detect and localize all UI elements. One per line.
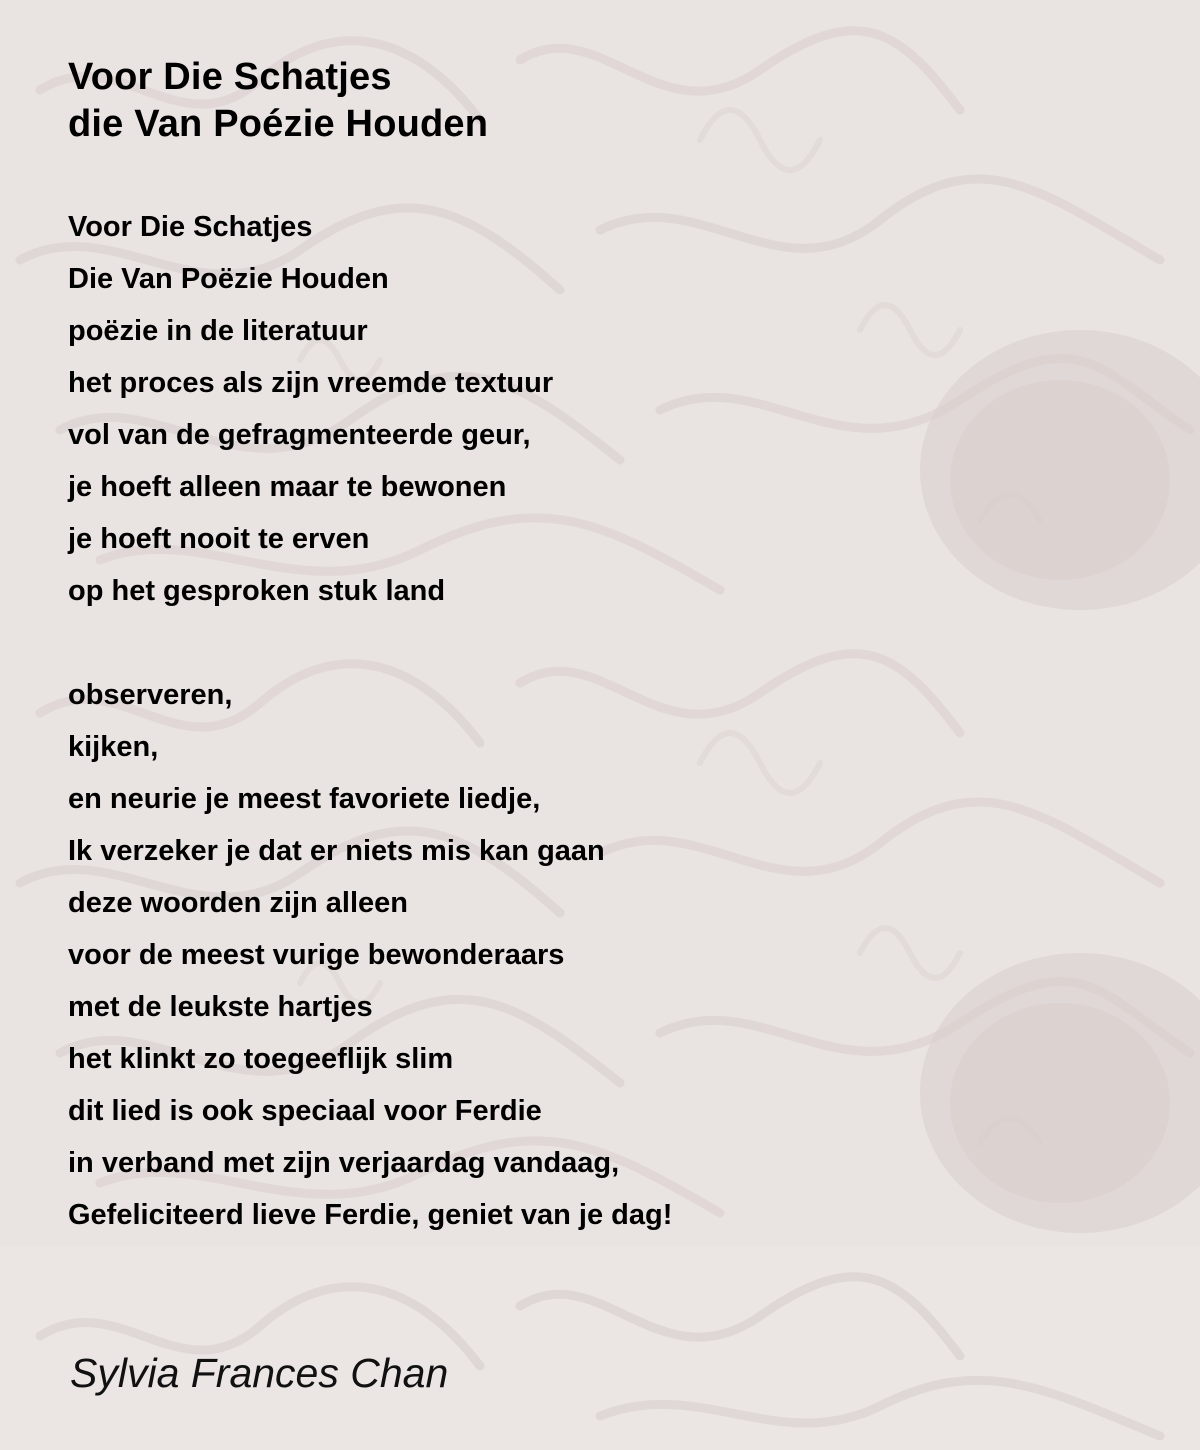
poem-line: vol van de gefragmenteerde geur, <box>68 419 531 451</box>
poem-line: je hoeft alleen maar te bewonen <box>68 471 507 503</box>
poem-line: Gefeliciteerd lieve Ferdie, geniet van je dag! <box>68 1199 673 1231</box>
poem-line: je hoeft nooit te erven <box>68 523 370 555</box>
poem-line: observeren, <box>68 679 233 711</box>
poem-line: voor de meest vurige bewonderaars <box>68 939 565 971</box>
poem-line: Ik verzeker je dat er niets mis kan gaan <box>68 835 605 867</box>
poem-line: Die Van Poëzie Houden <box>68 263 389 295</box>
poem-line: in verband met zijn verjaardag vandaag, <box>68 1147 620 1179</box>
poem-line: poëzie in de literatuur <box>68 315 368 347</box>
stanza-2 <box>68 669 672 1241</box>
poem-line: met de leukste hartjes <box>68 991 373 1023</box>
poem-title-line: die Van Poézie Houden <box>68 103 489 145</box>
poem-line: deze woorden zijn alleen <box>68 887 409 919</box>
poem-title <box>68 54 488 148</box>
poem-line: en neurie je meest favoriete liedje, <box>68 783 541 815</box>
stanza-1 <box>68 201 553 617</box>
poem-line: het klinkt zo toegeeflijk slim <box>68 1043 454 1075</box>
author-name: Sylvia Frances Chan <box>70 1350 449 1396</box>
poem-line: Voor Die Schatjes <box>68 211 313 243</box>
poem-title-line: Voor Die Schatjes <box>68 56 392 98</box>
poem-line: dit lied is ook speciaal voor Ferdie <box>68 1095 542 1127</box>
poem-line: op het gesproken stuk land <box>68 575 446 607</box>
poem-line: kijken, <box>68 731 159 763</box>
poem-line: het proces als zijn vreemde textuur <box>68 367 554 399</box>
